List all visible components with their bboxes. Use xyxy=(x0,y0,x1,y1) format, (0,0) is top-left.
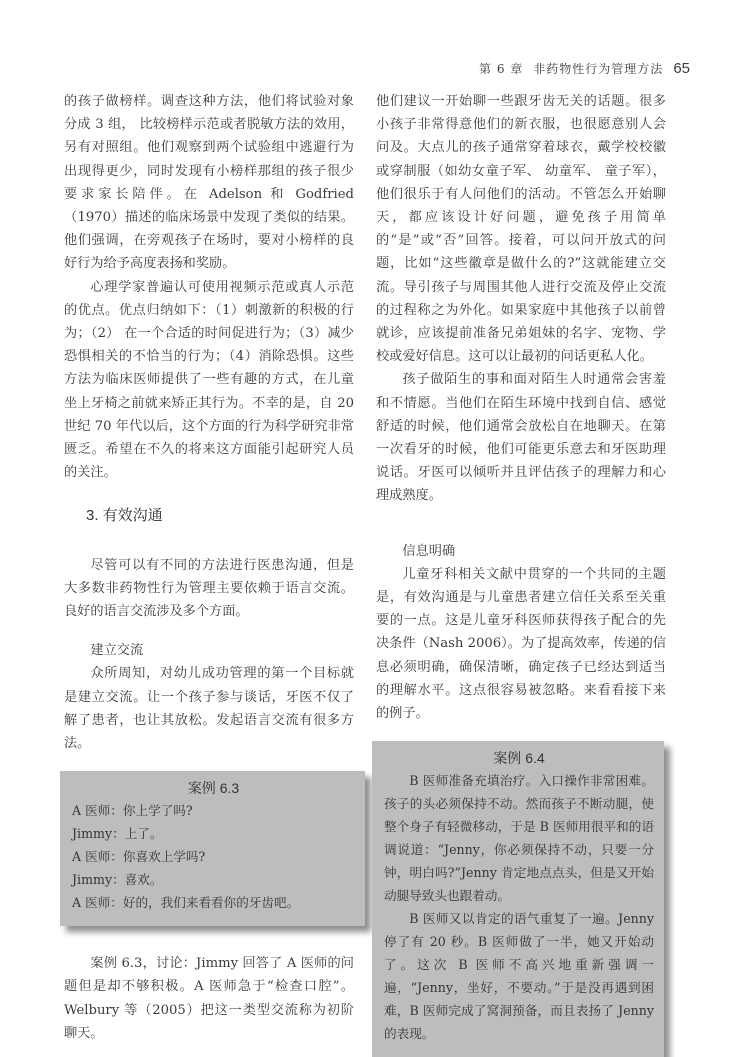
dialogue-line: A 医师：好的，我们来看看你的牙齿吧。 xyxy=(72,895,300,911)
case-paragraph: B 医师又以肯定的语气重复了一遍。Jenny 停了有 20 秒。B 医师做了一半，她又开始动了。这次 B 医师不高兴地重新强调一遍，“Jenny，坐好，不要动。”于是没再遇到困难，B 医师完成了窝洞预备，而且表扬了 Jenny 的表现。 xyxy=(384,911,654,1042)
paragraph: 案例 6.3，讨论：Jimmy 回答了 A 医师的问题但是却不够积极。A 医师急于“检查口腔”。Welbury 等（2005）把这一类型交流称为初阶聊天。 xyxy=(64,956,354,1041)
dialogue-line: A 医师：你上学了吗? xyxy=(72,803,193,819)
sub-heading: 信息明确 xyxy=(402,543,456,559)
dialogue-line: Jimmy：上了。 xyxy=(72,826,163,842)
right-column xyxy=(376,90,666,1057)
case-box xyxy=(60,771,365,926)
paragraph: 众所周知，对幼儿成功管理的第一个目标就是建立交流。让一个孩子参与谈话，牙医不仅了解了患者，也让其放松。发起语言交流有很多方法。 xyxy=(64,666,354,752)
paragraph: 尽管可以有不同的方法进行医患沟通，但是大多数非药物性行为管理主要依赖于语言交流。良好的语言交流涉及多个方面。 xyxy=(64,557,354,620)
paragraph: 他们建议一开始聊一些跟牙齿无关的话题。很多小孩子非常得意他们的新衣服，也很愿意别人会问及。大点儿的孩子通常穿着球衣，戴学校校徽或穿制服（如幼女童子军、 幼童军、 童子军），他们很乐于有人问他们的活动。不管怎么开始聊天，都应该设计好问题，避免孩子用简单的“是”或“否”回答。接着，可以问开放式的问题，比如“这些徽章是做什么的?”这就能建立交流。导引孩子与周围其他人进行交流及停止交流的过程称之为外化。如果家庭中其他孩子以前曾就诊，应该提前准备兄弟姐妹的名字、宠物、学校或爱好信息。这可以让最初的问话更私人化。 xyxy=(376,94,666,365)
section-heading: 3. 有效沟通 xyxy=(86,507,163,525)
left-column xyxy=(64,90,354,1045)
case-title: 案例 6.4 xyxy=(493,750,545,767)
page-number: 65 xyxy=(673,60,690,77)
case-box xyxy=(372,741,664,1057)
dialogue-line: A 医师：你喜欢上学吗? xyxy=(72,849,206,865)
dialogue-line: Jimmy：喜欢。 xyxy=(72,872,163,888)
chapter-number: 第 6 章 xyxy=(479,62,524,76)
case-title: 案例 6.3 xyxy=(187,780,240,797)
paragraph: 的孩子做榜样。调查这种方法，他们将试验对象分成 3 组， 比较榜样示范或者脱敏方法的效用，另有对照组。他们观察到两个试验组中逃避行为出现得更少，同时发现有小榜样那组的孩子很少要求家长陪伴。在 Adelson 和 Godfried （1970）描述的临床场景中发现了类似的结果。他们强调，在旁观孩子在场时，要对小榜样的良好行为给予高度表扬和奖励。 xyxy=(64,94,354,272)
sub-heading: 建立交流 xyxy=(90,643,144,659)
paragraph: 心理学家普遍认可使用视频示范或真人示范的优点。优点归纳如下：（1）刺激新的积极的行为；（2） 在一个合适的时间促进行为；（3）减少恐惧相关的不恰当的行为；（4）消除恐惧。这些方法为临床医师提供了一些有趣的方式，在儿童坐上牙椅之前就来矫正其行为。不幸的是，自 20 世纪 70 年代以后，这个方面的行为科学研究非常匮乏。希望在不久的将来这方面能引起研究人员的关注。 xyxy=(64,279,354,481)
chapter-title: 非药物性行为管理方法 xyxy=(533,62,664,76)
case-paragraph: B 医师准备充填治疗。入口操作非常困难。孩子的头必须保持不动。然而孩子不断动腿，使整个身子有轻微移动，于是 B 医师用很平和的语调说道：“Jenny，你必须保持不动，只要一分钟，明白吗?”Jenny 肯定地点点头，但是又开始动腿导致头也跟着动。 xyxy=(384,773,654,904)
paragraph: 儿童牙科相关文献中贯穿的一个共同的主题是，有效沟通是与儿童患者建立信任关系至关重要的一点。这是儿童牙科医师获得孩子配合的先决条件（Nash 2006）。为了提高效率，传递的信息必须明确，确保清晰，确定孩子已经达到适当的理解水平。这点很容易被忽略。来看看接下来的例子。 xyxy=(376,566,667,722)
running-head xyxy=(479,60,690,77)
paragraph: 孩子做陌生的事和面对陌生人时通常会害羞和不情愿。当他们在陌生环境中找到自信、感觉舒适的时候，他们通常会放松自在地聊天。在第一次看牙的时候，他们可能更乐意去和牙医助理说话。牙医可以倾听并且评估孩子的理解力和心理成熟度。 xyxy=(376,372,666,504)
